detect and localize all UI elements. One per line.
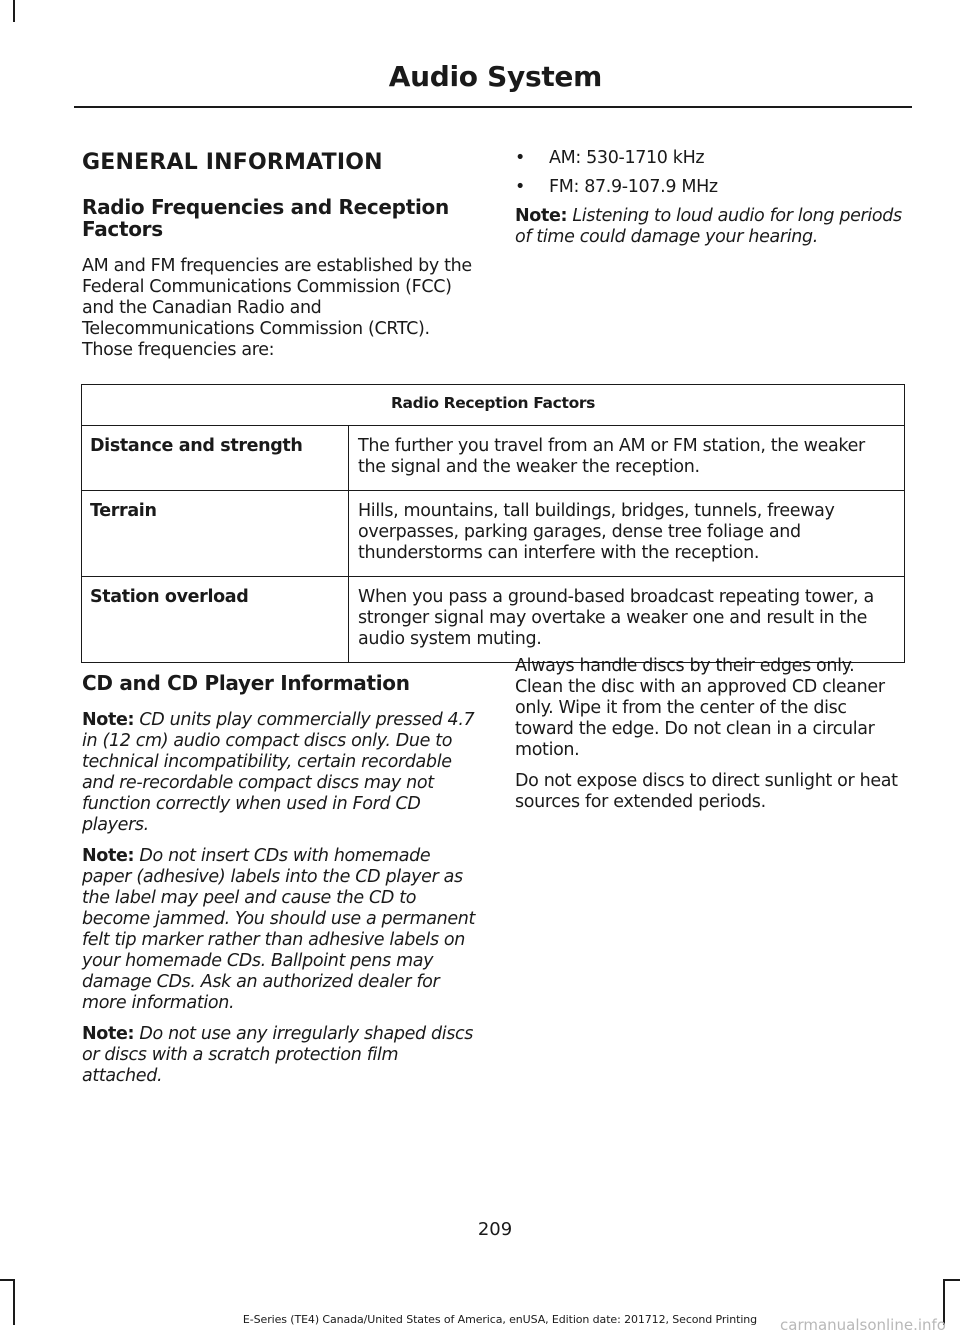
handling-paragraph: Always handle discs by their edges only. Clean the disc with an approved CD cleaner only. Wipe it from the center of the disc toward the edge. Do not clean in a circular motion. <box>515 656 885 760</box>
note-text: Do not use any irregularly shaped discs or discs with a scratch protection film attached. <box>82 1024 474 1086</box>
general-info-section <box>82 150 477 371</box>
crop-mark-bottom-left-h <box>0 1279 15 1281</box>
frequency-am: AM: 530-1710 kHz <box>549 148 705 168</box>
cd-info-section <box>82 672 477 1097</box>
description-cell: Hills, mountains, tall buildings, bridges, tunnels, freeway overpasses, parking garages, dense tree foliage and thunderstorms can interfere with the reception. <box>349 491 905 577</box>
frequency-fm: FM: 87.9-107.9 MHz <box>549 177 718 197</box>
page-number: 209 <box>477 1219 513 1240</box>
bullet-icon: • <box>515 177 525 197</box>
exposure-paragraph: Do not expose discs to direct sunlight or heat sources for extended periods. <box>515 771 898 812</box>
crop-mark-top-left <box>13 0 15 22</box>
disc-care-section <box>515 656 907 823</box>
table-row <box>82 426 905 491</box>
note-text: CD units play commercially pressed 4.7 in (12 cm) audio compact discs only. Due to technical incompatibility, certain recordable and re-recordable compact discs may not function correctly when used in Ford CD players. <box>82 710 475 835</box>
section-heading: GENERAL INFORMATION <box>82 150 383 175</box>
subsection-heading: Radio Frequencies and Reception Factors <box>82 195 449 241</box>
list-item <box>515 148 907 169</box>
watermark: carmanualsonline.info <box>780 1316 946 1334</box>
table-row <box>82 577 905 663</box>
cd-heading: CD and CD Player Information <box>82 671 410 695</box>
note-label: Note: <box>82 1024 135 1044</box>
description-cell: The further you travel from an AM or FM station, the weaker the signal and the weaker the reception. <box>349 426 905 491</box>
table-row <box>82 491 905 577</box>
note-label: Note: <box>82 846 135 866</box>
factor-cell: Terrain <box>82 491 349 577</box>
intro-paragraph: AM and FM frequencies are established by the Federal Communications Commission (FCC) and the Canadian Radio and Telecommunications Commission (CRTC). Those frequencies are: <box>82 256 472 360</box>
note-text: Listening to loud audio for long periods of time could damage your hearing. <box>515 206 902 247</box>
header-rule <box>74 106 912 108</box>
factor-cell: Station overload <box>82 577 349 663</box>
cd-note <box>82 1024 477 1087</box>
frequency-list <box>515 148 907 198</box>
factor-cell: Distance and strength <box>82 426 349 491</box>
note-text: Do not insert CDs with homemade paper (adhesive) labels into the CD player as the label may peel and cause the CD to become jammed. You should use a permanent felt tip marker rather than adhesive labels on your homemade CDs. Ballpoint pens may damage CDs. Ask an authorized dealer for more information. <box>82 846 476 1013</box>
cd-note <box>82 710 477 836</box>
page-header-title: Audio System <box>388 60 602 93</box>
frequencies-section <box>515 148 907 258</box>
note-label: Note: <box>515 206 568 226</box>
bullet-icon: • <box>515 148 525 168</box>
description-cell: When you pass a ground-based broadcast repeating tower, a stronger signal may overtake a weaker one and result in the audio system muting. <box>349 577 905 663</box>
crop-mark-bottom-right-h <box>943 1279 960 1281</box>
table-caption: Radio Reception Factors <box>82 385 905 426</box>
radio-reception-factors-table <box>81 384 905 663</box>
hearing-note <box>515 206 907 248</box>
footer-edition: E-Series (TE4) Canada/United States of America, enUSA, Edition date: 201712, Second Printing <box>242 1313 758 1326</box>
note-label: Note: <box>82 710 135 730</box>
list-item <box>515 177 907 198</box>
cd-note <box>82 846 477 1014</box>
